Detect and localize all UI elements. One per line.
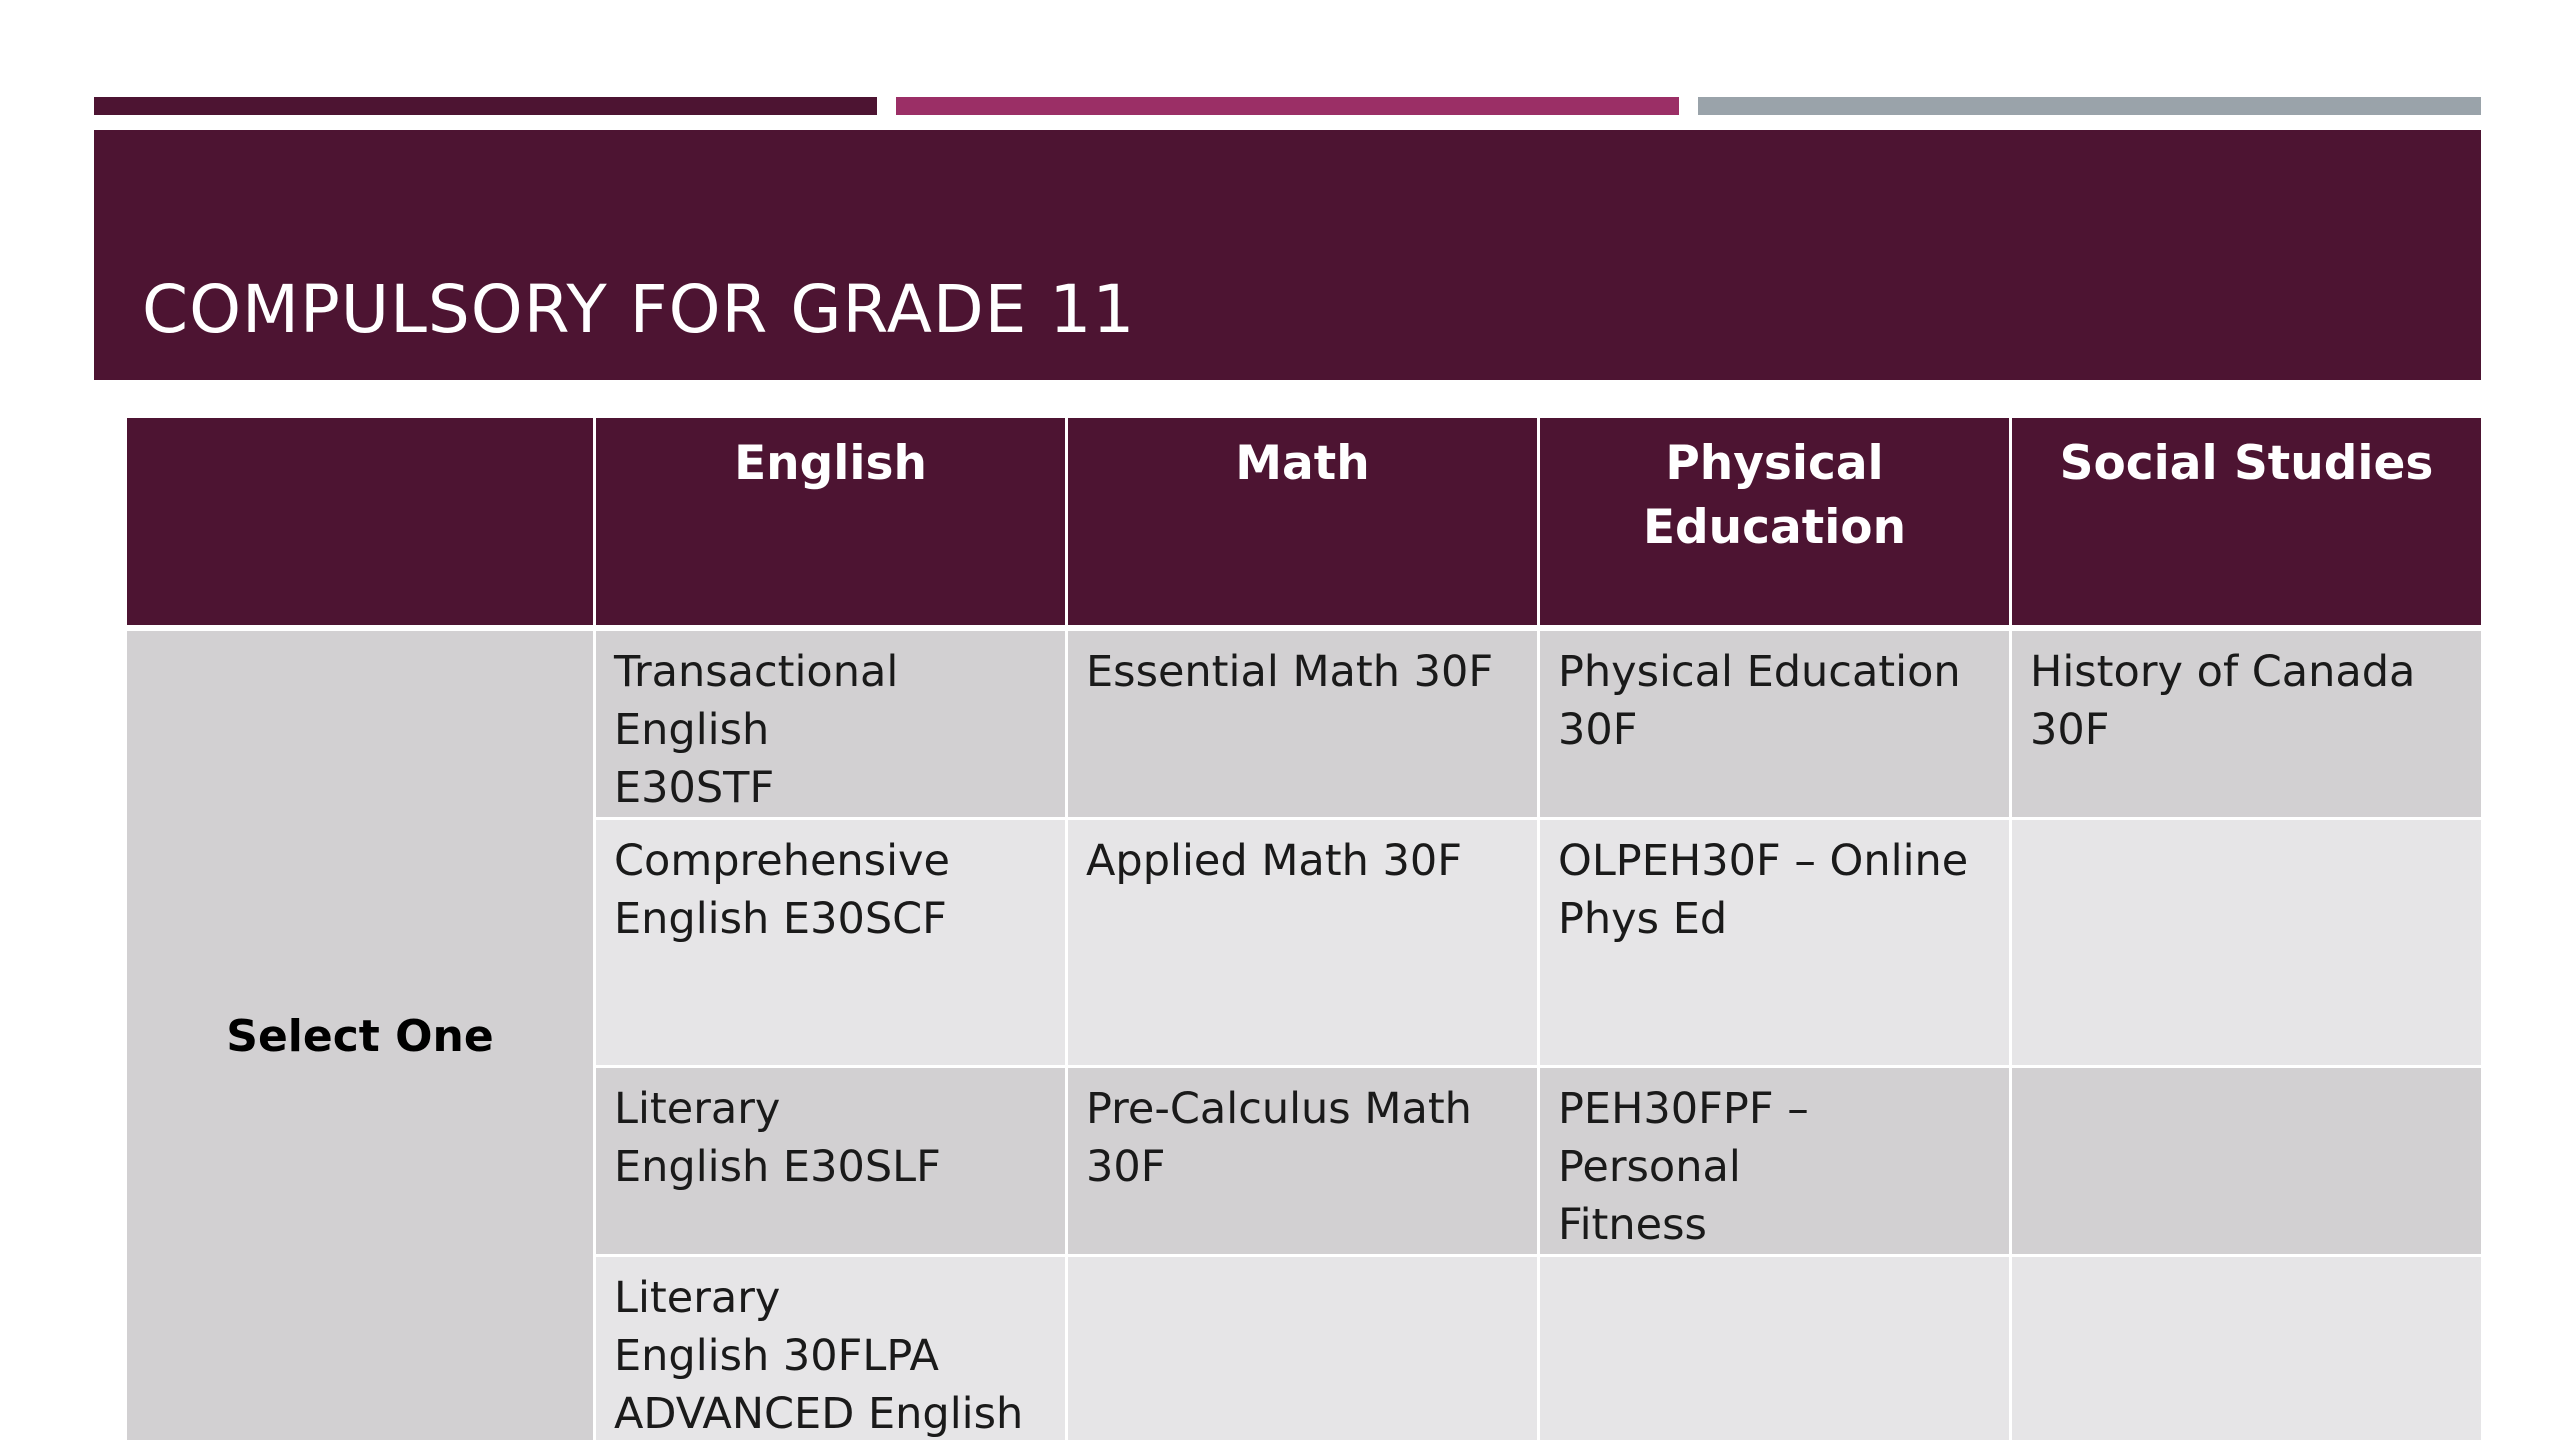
course-table [124, 415, 2484, 1440]
table-cell [1067, 1255, 1539, 1440]
title-band [94, 130, 2481, 380]
slide-title: COMPULSORY FOR GRADE 11 [142, 271, 1136, 348]
table-cell: Literary English 30FLPA ADVANCED English [595, 1255, 1067, 1440]
table-cell [2011, 1066, 2483, 1255]
header-math: Math [1067, 417, 1539, 628]
table-cell: Literary English E30SLF [595, 1066, 1067, 1255]
table-cell: Transactional English E30STF [595, 628, 1067, 819]
table-cell: PEH30FPF – Personal Fitness [1539, 1066, 2011, 1255]
row-label-select-one: Select One [126, 628, 595, 1440]
accent-bar-primary [94, 97, 877, 115]
accent-bar-neutral [1698, 97, 2481, 115]
table-cell [1539, 1255, 2011, 1440]
table-cell: History of Canada 30F [2011, 628, 2483, 819]
accent-bar-secondary [896, 97, 1679, 115]
header-empty [126, 417, 595, 628]
header-social-studies: Social Studies [2011, 417, 2483, 628]
header-english: English [595, 417, 1067, 628]
table-header-row [126, 417, 2483, 628]
table-cell: Essential Math 30F [1067, 628, 1539, 819]
table-cell: Comprehensive English E30SCF [595, 818, 1067, 1066]
header-physical-education: Physical Education [1539, 417, 2011, 628]
table-row [126, 628, 2483, 819]
table-cell [2011, 818, 2483, 1066]
table-cell: Applied Math 30F [1067, 818, 1539, 1066]
table-cell: OLPEH30F – Online Phys Ed [1539, 818, 2011, 1066]
table-cell: Pre-Calculus Math 30F [1067, 1066, 1539, 1255]
table-cell: Physical Education 30F [1539, 628, 2011, 819]
table-cell [2011, 1255, 2483, 1440]
